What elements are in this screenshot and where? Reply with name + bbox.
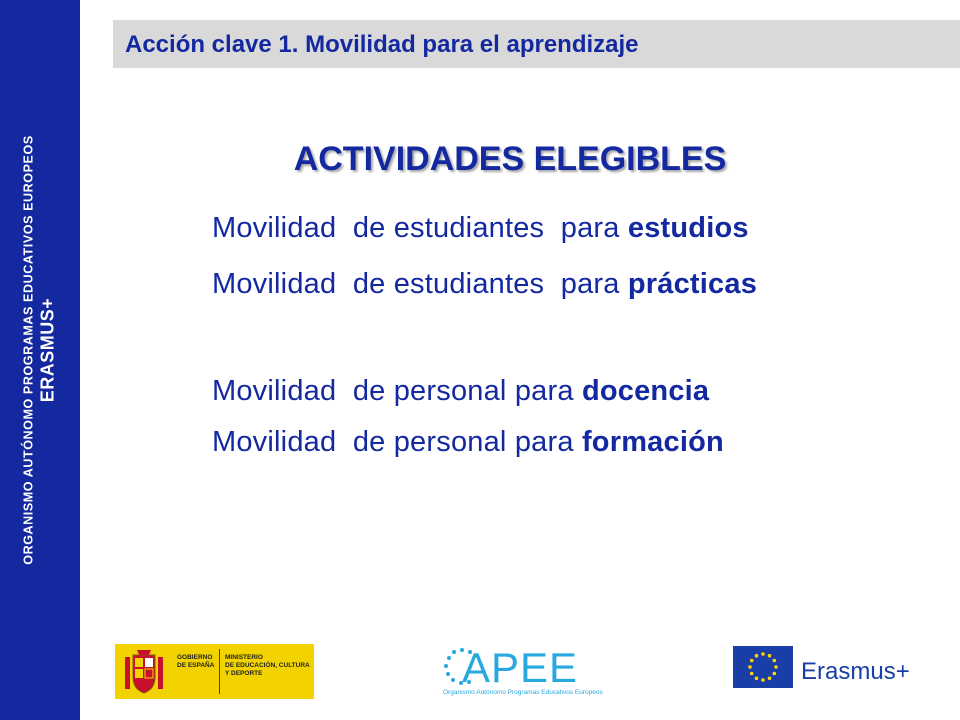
activity-prefix: Movilidad de estudiantes para	[212, 268, 628, 300]
sidebar	[0, 0, 80, 720]
activity-emphasis: docencia	[581, 375, 710, 407]
header-title: Acción clave 1. Movilidad para el aprendizaje	[125, 31, 639, 58]
activity-prefix: Movilidad de personal para	[212, 426, 582, 458]
coat-of-arms-icon	[123, 649, 165, 695]
gobierno-line2: DE ESPAÑA	[177, 662, 215, 669]
slide-title: ACTIVIDADES ELEGIBLES	[293, 140, 727, 178]
gobierno-logo	[115, 644, 314, 699]
apee-subtitle: Organismo Autónomo Programas Educativos Europeos	[443, 689, 603, 696]
ministerio-line2: DE EDUCACIÓN, CULTURA	[225, 662, 310, 669]
activity-item	[212, 426, 724, 459]
eu-flag-icon	[733, 646, 793, 688]
activity-emphasis: estudios	[627, 212, 749, 244]
apee-wordmark: APEE	[462, 644, 579, 691]
ministerio-text	[225, 654, 310, 678]
activity-item	[212, 375, 709, 408]
sidebar-text	[22, 135, 59, 565]
activity-emphasis: prácticas	[627, 268, 758, 300]
activity-item	[212, 212, 749, 245]
gobierno-line1: GOBIERNO	[177, 654, 213, 661]
program-name: ERASMUS+	[37, 297, 58, 403]
org-name: ORGANISMO AUTÓNOMO PROGRAMAS EDUCATIVOS EUROPEOS	[21, 135, 36, 565]
activity-emphasis: formación	[581, 426, 724, 458]
apee-logo	[440, 646, 620, 701]
ministerio-line3: Y DEPORTE	[225, 670, 263, 677]
gobierno-text	[177, 654, 214, 670]
erasmus-wordmark: Erasmus+	[801, 658, 910, 685]
erasmus-logo	[733, 646, 943, 696]
activity-item	[212, 268, 757, 301]
header-bar	[113, 20, 960, 68]
activity-prefix: Movilidad de personal para	[212, 375, 582, 407]
ministerio-line1: MINISTERIO	[225, 654, 263, 661]
logo-divider	[219, 649, 220, 694]
activity-prefix: Movilidad de estudiantes para	[212, 212, 628, 244]
